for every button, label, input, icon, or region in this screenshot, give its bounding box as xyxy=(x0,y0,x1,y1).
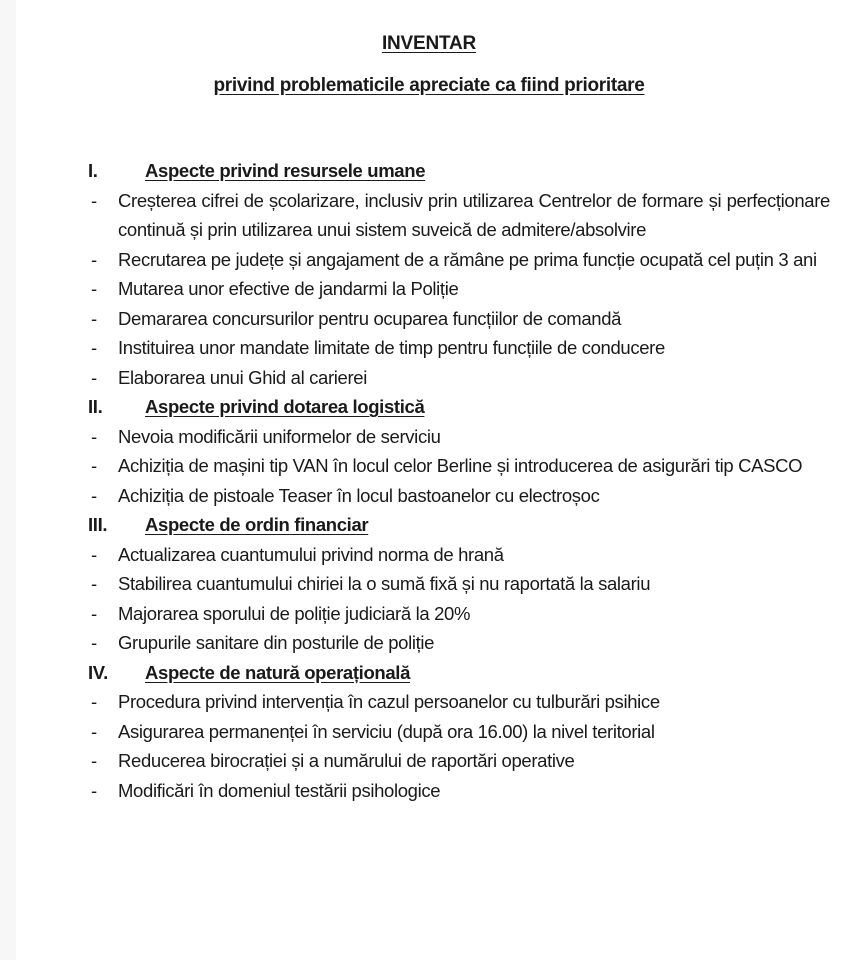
list-item-text: Demararea concursurilor pentru ocuparea funcțiilor de comandă xyxy=(118,307,622,329)
list-item xyxy=(88,776,830,806)
list-item-text: Achiziția de mașini tip VAN în locul celor Berline și introducerea de asigurări tip CASCO xyxy=(118,455,803,476)
list-item-text: Creșterea cifrei de școlarizare, inclusiv prin utilizarea Centrelor de formare și perfecționare continuă și prin utilizarea unui sistem suveică de admitere/absolvire xyxy=(118,189,830,240)
list-item-text: Majorarea sporului de poliție judiciară la 20% xyxy=(118,602,471,624)
list-item xyxy=(88,628,830,658)
list-item-text: Procedura privind intervenția în cazul persoanelor cu tulburări psihice xyxy=(118,691,660,712)
list-item xyxy=(88,186,830,245)
list-item-text: Reducerea birocrației și a numărului de raportări operative xyxy=(118,750,575,771)
list-item-text: Recrutarea pe județe și angajament de a rămâne pe prima funcție ocupată cel puțin 3 ani xyxy=(118,248,817,270)
list-item xyxy=(88,569,830,599)
section-human-resources xyxy=(88,156,830,392)
list-item-text: Achiziția de pistoale Teaser în locul bastoanelor cu electroșoc xyxy=(118,484,600,506)
section-number: IV. xyxy=(88,661,108,683)
list-item xyxy=(88,422,830,452)
list-item-text: Nevoia modificării uniformelor de serviciu xyxy=(118,425,441,447)
dash-bullet-icon: - xyxy=(91,543,97,565)
dash-bullet-icon: - xyxy=(91,484,97,506)
dash-bullet-icon: - xyxy=(91,337,97,358)
list-item-text: Instituirea unor mandate limitate de timp pentru funcțiile de conducere xyxy=(118,337,665,358)
document-title: INVENTAR xyxy=(381,33,477,54)
list-item-text: Actualizarea cuantumului privind norma de hrană xyxy=(118,543,504,565)
document-body xyxy=(88,156,830,805)
list-item xyxy=(88,687,830,717)
dash-bullet-icon: - xyxy=(91,248,97,270)
dash-bullet-icon: - xyxy=(91,189,97,211)
dash-bullet-icon: - xyxy=(91,779,97,801)
dash-bullet-icon: - xyxy=(91,455,97,476)
list-item-text: Mutarea unor efective de jandarmi la Poliție xyxy=(118,278,459,299)
section-heading xyxy=(88,510,830,540)
section-logistics xyxy=(88,392,830,510)
section-title: Aspecte privind resursele umane xyxy=(145,160,426,181)
section-number: I. xyxy=(88,160,98,181)
section-title: Aspecte de ordin financiar xyxy=(145,514,369,535)
list-item xyxy=(88,333,830,363)
dash-bullet-icon: - xyxy=(91,278,97,299)
section-number: II. xyxy=(88,396,103,417)
dash-bullet-icon: - xyxy=(91,602,97,624)
list-item xyxy=(88,717,830,747)
list-item-text: Elaborarea unui Ghid al carierei xyxy=(118,366,367,388)
list-item-text: Grupurile sanitare din posturile de poliție xyxy=(118,632,435,653)
dash-bullet-icon: - xyxy=(91,720,97,742)
dash-bullet-icon: - xyxy=(91,425,97,447)
dash-bullet-icon: - xyxy=(91,632,97,653)
section-heading xyxy=(88,156,830,186)
dash-bullet-icon: - xyxy=(91,691,97,712)
section-operational xyxy=(88,658,830,806)
list-item xyxy=(88,481,830,511)
section-title: Aspecte privind dotarea logistică xyxy=(145,396,425,417)
list-item xyxy=(88,274,830,304)
section-heading xyxy=(88,658,830,688)
dash-bullet-icon: - xyxy=(91,750,97,771)
list-item xyxy=(88,599,830,629)
list-item xyxy=(88,245,830,275)
section-number: III. xyxy=(88,514,108,535)
section-financial xyxy=(88,510,830,658)
list-item-text: Modificări în domeniul testării psihologice xyxy=(118,779,441,801)
list-item-text: Stabilirea cuantumului chiriei la o sumă fixă și nu raportată la salariu xyxy=(118,573,651,594)
dash-bullet-icon: - xyxy=(91,573,97,594)
section-heading xyxy=(88,392,830,422)
section-title: Aspecte de natură operațională xyxy=(145,661,411,683)
list-item xyxy=(88,363,830,393)
page-left-margin-strip xyxy=(0,0,16,960)
dash-bullet-icon: - xyxy=(91,366,97,388)
dash-bullet-icon: - xyxy=(91,307,97,329)
list-item xyxy=(88,304,830,334)
list-item xyxy=(88,540,830,570)
list-item xyxy=(88,746,830,776)
document-subtitle: privind problematicile apreciate ca fiind prioritare xyxy=(213,75,645,96)
list-item xyxy=(88,451,830,481)
list-item-text: Asigurarea permanenței în serviciu (după ora 16.00) la nivel teritorial xyxy=(118,720,655,742)
